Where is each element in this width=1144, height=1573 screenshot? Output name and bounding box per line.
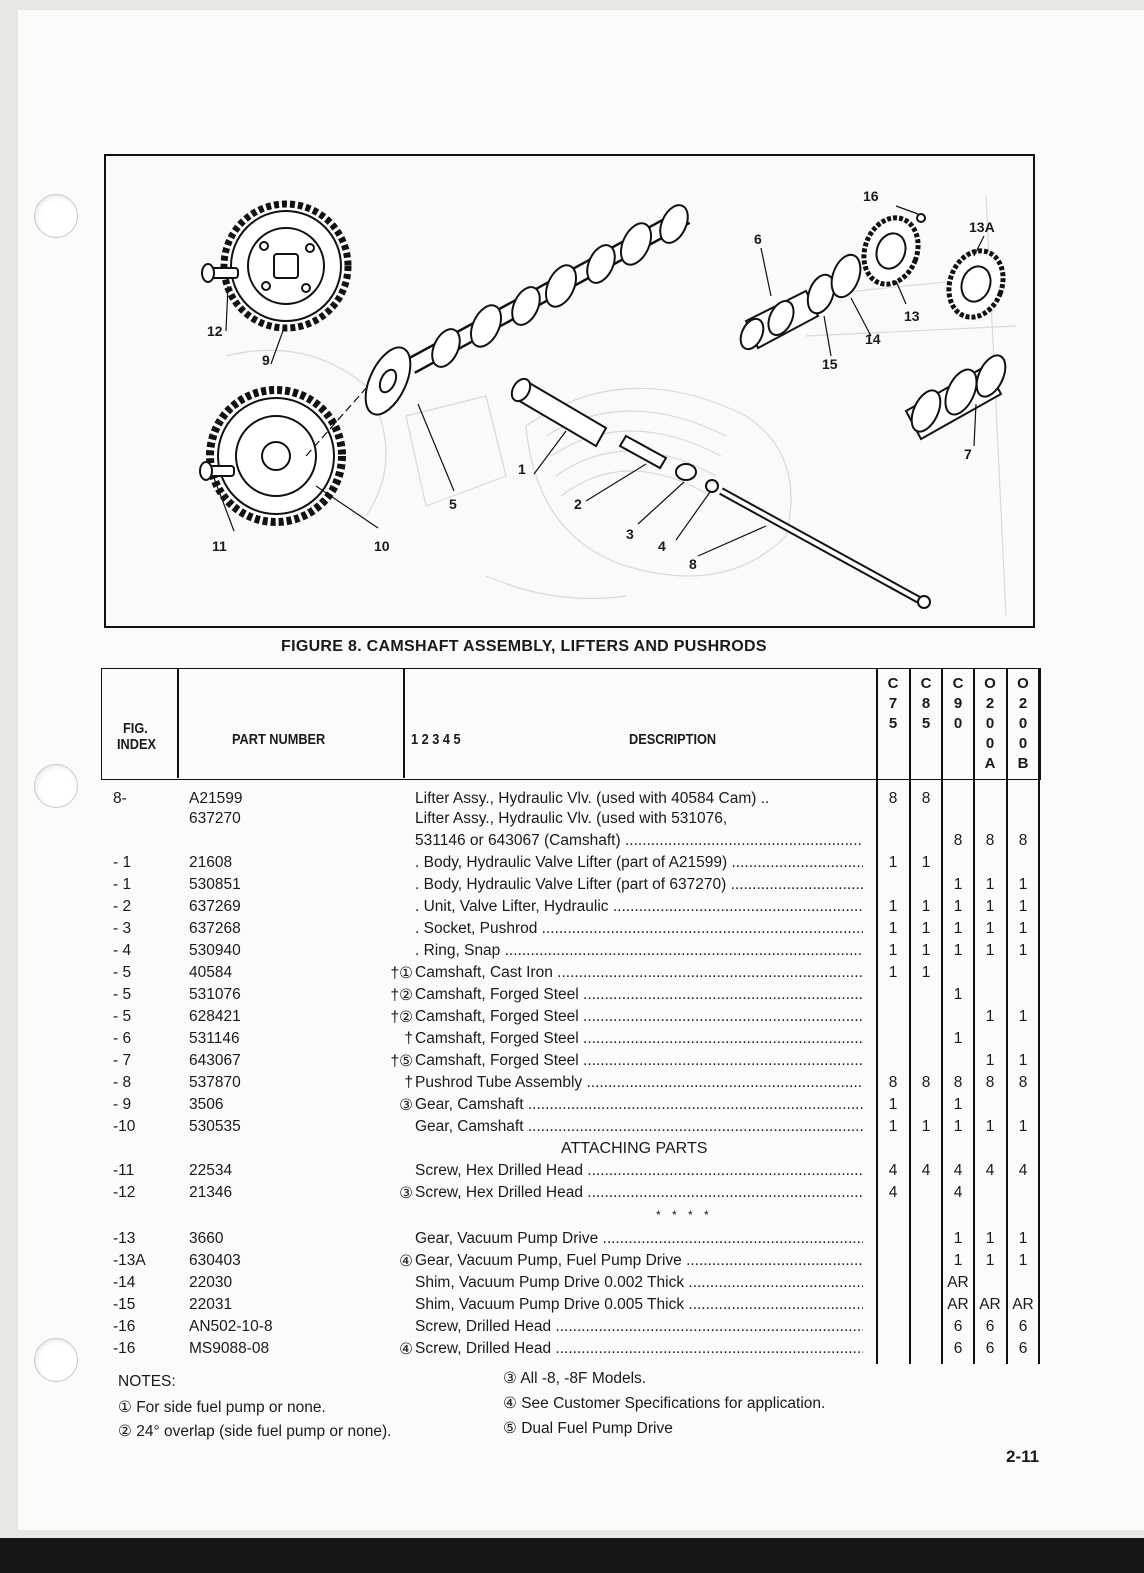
quantity-cell: 4 — [953, 1162, 963, 1179]
note-symbol-cell: † — [404, 1030, 413, 1047]
description-cell: Screw, Drilled Head ..... — [415, 1340, 863, 1358]
header-description: DESCRIPTION — [629, 731, 717, 748]
quantity-cell: 1 — [953, 1096, 963, 1113]
callout-13: 13 — [904, 308, 920, 324]
note-symbol-cell: ③ — [399, 1185, 413, 1202]
part-number-cell: 628421 — [189, 1008, 241, 1025]
table-row — [101, 1074, 1039, 1096]
part-number-cell: 531146 — [189, 1030, 240, 1047]
scanner-edge — [0, 1538, 1144, 1573]
table-row — [101, 1296, 1039, 1318]
table-row — [101, 1252, 1039, 1274]
fig-index-cell: - 5 — [113, 964, 132, 981]
quantity-cell: 1 — [1018, 1252, 1028, 1269]
figure-caption: FIGURE 8. CAMSHAFT ASSEMBLY, LIFTERS AND PUSHRODS — [281, 638, 767, 655]
part-number-cell: 22534 — [189, 1162, 233, 1179]
fig-index-cell: -16 — [113, 1340, 136, 1357]
table-row — [101, 964, 1039, 986]
quantity-cell: 1 — [953, 920, 963, 937]
table-row — [101, 1118, 1039, 1140]
note-symbol-cell: †② — [390, 1009, 413, 1026]
description-cell: Screw, Hex Drilled Head ..... — [415, 1162, 863, 1180]
table-row — [101, 876, 1039, 898]
description-cell: Gear, Vacuum Pump, Fuel Pump Drive ..... — [415, 1252, 863, 1270]
part-number-cell: 630403 — [189, 1252, 241, 1269]
quantity-cell: 1 — [921, 964, 931, 981]
quantity-cell: 1 — [953, 1030, 963, 1047]
quantity-cell: 1 — [1018, 876, 1028, 893]
fig-index-cell: - 6 — [113, 1030, 132, 1047]
note-3: ③ All -8, -8F Models. — [503, 1370, 647, 1387]
quantity-cell: 1 — [953, 898, 963, 915]
quantity-cell: 1 — [1018, 898, 1028, 915]
quantity-cell: 1 — [888, 1118, 898, 1135]
description-cell: . Unit, Valve Lifter, Hydraulic ..... — [415, 898, 863, 916]
quantity-cell: 1 — [1018, 942, 1028, 959]
notes-title: NOTES: — [118, 1373, 176, 1390]
quantity-cell: 8 — [985, 1074, 995, 1091]
description-cell: Lifter Assy., Hydraulic Vlv. (used with 40584 Cam) .. — [415, 790, 770, 807]
fig-index-cell: - 4 — [113, 942, 132, 959]
note-symbol-cell: ④ — [399, 1341, 413, 1358]
table-row — [101, 1008, 1039, 1030]
quantity-cell: 1 — [921, 1118, 931, 1135]
quantity-cell: 4 — [1018, 1162, 1028, 1179]
quantity-cell: 8 — [1018, 832, 1028, 849]
part-number-cell: 530535 — [189, 1118, 241, 1135]
part-number-cell: 3506 — [189, 1096, 224, 1113]
fig-index-cell: -12 — [113, 1184, 136, 1201]
callout-1: 1 — [518, 461, 526, 477]
table-row — [101, 790, 1039, 812]
table-row — [101, 1340, 1039, 1362]
quantity-cell: 4 — [953, 1184, 963, 1201]
header-model-c85: C 8 5 — [920, 675, 932, 732]
quantity-cell: AR — [979, 1296, 1001, 1313]
part-number-cell: 21346 — [189, 1184, 233, 1201]
callout-13a: 13A — [969, 219, 995, 235]
description-cell: Camshaft, Cast Iron ..... — [415, 964, 863, 982]
description-cell: . Socket, Pushrod ..... — [415, 920, 863, 938]
quantity-cell: 4 — [921, 1162, 931, 1179]
header-part-number: PART NUMBER — [232, 731, 326, 748]
part-number-cell: 637268 — [189, 920, 241, 937]
quantity-cell: 1 — [1018, 1052, 1028, 1069]
quantity-cell: AR — [947, 1274, 969, 1291]
table-row — [101, 1052, 1039, 1074]
quantity-cell: 1 — [985, 1230, 995, 1247]
quantity-cell: 1 — [985, 1118, 995, 1135]
callout-2: 2 — [574, 496, 582, 512]
table-row — [101, 942, 1039, 964]
description-cell: Camshaft, Forged Steel ..... — [415, 1052, 863, 1070]
quantity-cell: 4 — [888, 1162, 898, 1179]
callout-14: 14 — [865, 331, 881, 347]
quantity-cell: 1 — [1018, 1118, 1028, 1135]
callout-8: 8 — [689, 556, 697, 572]
fig-index-cell: - 5 — [113, 1008, 132, 1025]
part-number-cell: MS9088-08 — [189, 1340, 270, 1357]
header-model-o200a: O 2 0 0 A — [984, 675, 996, 772]
callout-3: 3 — [626, 526, 634, 542]
quantity-cell: 8 — [1018, 1074, 1028, 1091]
note-symbol-cell: ③ — [399, 1097, 413, 1114]
fig-index-cell: - 1 — [113, 854, 132, 871]
part-number-cell: 40584 — [189, 964, 233, 981]
description-cell: Gear, Camshaft ..... — [415, 1118, 863, 1136]
note-4: ④ See Customer Specifications for application. — [503, 1395, 826, 1412]
description-cell: Camshaft, Forged Steel ..... — [415, 1030, 863, 1048]
quantity-cell: 6 — [1018, 1340, 1028, 1357]
page-number: 2-11 — [1006, 1447, 1040, 1466]
table-row — [101, 1030, 1039, 1052]
part-number-cell: 637270 — [189, 810, 241, 827]
table-row — [101, 1162, 1039, 1184]
quantity-cell: 6 — [985, 1318, 995, 1335]
callout-10: 10 — [374, 538, 390, 554]
quantity-cell: 4 — [888, 1184, 898, 1201]
fig-index-cell: -11 — [113, 1162, 135, 1179]
quantity-cell: 1 — [888, 920, 898, 937]
fig-index-cell: -14 — [113, 1274, 136, 1291]
quantity-cell: 8 — [888, 790, 898, 807]
table-row — [101, 810, 1039, 832]
part-number-cell: 22030 — [189, 1274, 233, 1291]
quantity-cell: 8 — [921, 1074, 931, 1091]
binder-hole-top — [34, 194, 78, 238]
description-cell: . Body, Hydraulic Valve Lifter (part of 637270) ..... — [415, 876, 863, 894]
fig-index-cell: -13 — [113, 1230, 136, 1247]
quantity-cell: 1 — [985, 942, 995, 959]
table-row — [101, 1318, 1039, 1340]
fig-index-cell: -15 — [113, 1296, 136, 1313]
note-symbol-cell: ④ — [399, 1253, 413, 1270]
table-row — [101, 920, 1039, 942]
quantity-cell: 1 — [888, 898, 898, 915]
callout-5: 5 — [449, 496, 457, 512]
part-number-cell: 643067 — [189, 1052, 241, 1069]
description-cell: Camshaft, Forged Steel ..... — [415, 1008, 863, 1026]
binder-hole-middle — [34, 764, 78, 808]
quantity-cell: 6 — [985, 1340, 995, 1357]
quantity-cell: 1 — [953, 942, 963, 959]
callout-15: 15 — [822, 356, 838, 372]
fig-index-cell: -10 — [113, 1118, 136, 1135]
part-number-cell: 530851 — [189, 876, 241, 893]
quantity-cell: 8 — [888, 1074, 898, 1091]
part-number-cell: 531076 — [189, 986, 241, 1003]
quantity-cell: 1 — [953, 1118, 963, 1135]
quantity-cell: 1 — [985, 920, 995, 937]
table-row — [101, 898, 1039, 920]
exploded-view-figure — [104, 154, 1035, 628]
part-number-cell: 3660 — [189, 1230, 224, 1247]
quantity-cell: 1 — [888, 942, 898, 959]
header-model-c75: C 7 5 — [887, 675, 899, 732]
note-symbol-cell: † — [404, 1074, 413, 1091]
fig-index-cell: - 2 — [113, 898, 132, 915]
fig-index-cell: -13A — [113, 1252, 146, 1269]
note-symbol-cell: †① — [390, 965, 413, 982]
quantity-cell: 1 — [985, 876, 995, 893]
part-number-cell: 21608 — [189, 854, 233, 871]
quantity-cell: 1 — [921, 942, 931, 959]
fig-index-cell: - 7 — [113, 1052, 132, 1069]
description-cell: Pushrod Tube Assembly ..... — [415, 1074, 863, 1092]
quantity-cell: 8 — [921, 790, 931, 807]
quantity-cell: 1 — [888, 964, 898, 981]
header-model-o200b: O 2 0 0 B — [1017, 675, 1029, 772]
fig-index-cell: - 1 — [113, 876, 132, 893]
binder-hole-bottom — [34, 1338, 78, 1382]
attaching-parts-label: ATTACHING PARTS — [561, 1140, 708, 1157]
fig-index-cell: - 9 — [113, 1096, 132, 1113]
note-symbol-cell: †② — [390, 987, 413, 1004]
callout-11: 11 — [212, 538, 227, 554]
fig-index-cell: - 8 — [113, 1074, 132, 1091]
description-cell: . Body, Hydraulic Valve Lifter (part of A21599) ..... — [415, 854, 863, 872]
part-number-cell: 22031 — [189, 1296, 233, 1313]
table-row — [101, 1184, 1039, 1206]
fig-index-cell: - 5 — [113, 986, 132, 1003]
fig-index-cell: - 3 — [113, 920, 132, 937]
quantity-cell: 1 — [985, 898, 995, 915]
table-row — [101, 854, 1039, 876]
quantity-cell: 8 — [953, 832, 963, 849]
quantity-cell: 6 — [953, 1340, 963, 1357]
quantity-cell: 6 — [953, 1318, 963, 1335]
table-row — [101, 1274, 1039, 1296]
quantity-cell: AR — [1012, 1296, 1034, 1313]
header-indent: 1 2 3 4 5 — [411, 731, 461, 748]
description-cell: . Ring, Snap ..... — [415, 942, 863, 960]
description-cell: Camshaft, Forged Steel ..... — [415, 986, 863, 1004]
camshaft-illustration — [106, 156, 1033, 626]
quantity-cell: 1 — [953, 876, 963, 893]
note-symbol-cell: †⑤ — [390, 1053, 413, 1070]
table-row — [101, 1230, 1039, 1252]
fig-index-cell: -16 — [113, 1318, 136, 1335]
quantity-cell: 1 — [953, 1230, 963, 1247]
table-row — [101, 832, 1039, 854]
header-model-c90: C 9 0 — [952, 675, 964, 732]
header-fig: FIG. — [123, 720, 148, 737]
description-cell: Shim, Vacuum Pump Drive 0.002 Thick ..... — [415, 1274, 863, 1292]
note-2: ② 24° overlap (side fuel pump or none). — [118, 1423, 392, 1440]
quantity-cell: 1 — [953, 986, 963, 1003]
quantity-cell: 8 — [985, 832, 995, 849]
quantity-cell: 1 — [953, 1252, 963, 1269]
quantity-cell: 8 — [953, 1074, 963, 1091]
parts-table — [101, 668, 1041, 1364]
callout-9: 9 — [262, 352, 270, 368]
quantity-cell: 1 — [921, 920, 931, 937]
quantity-cell: 1 — [921, 854, 931, 871]
description-cell: Lifter Assy., Hydraulic Vlv. (used with 531076, — [415, 810, 728, 827]
quantity-cell: 1 — [888, 854, 898, 871]
quantity-cell: 1 — [1018, 1230, 1028, 1247]
callout-12: 12 — [207, 323, 223, 339]
quantity-cell: 1 — [985, 1052, 995, 1069]
table-row — [101, 986, 1039, 1008]
part-number-cell: 637269 — [189, 898, 241, 915]
part-number-cell: A21599 — [189, 790, 243, 807]
table-row — [101, 1096, 1039, 1118]
section-stars: * * * * — [656, 1208, 713, 1222]
quantity-cell: AR — [947, 1296, 969, 1313]
description-cell: Screw, Hex Drilled Head ..... — [415, 1184, 863, 1202]
quantity-cell: 4 — [985, 1162, 995, 1179]
callout-7: 7 — [964, 446, 972, 462]
note-5: ⑤ Dual Fuel Pump Drive — [503, 1420, 673, 1437]
description-cell: 531146 or 643067 (Camshaft) ..... — [415, 832, 863, 850]
part-number-cell: AN502-10-8 — [189, 1318, 273, 1335]
description-cell: Shim, Vacuum Pump Drive 0.005 Thick ..... — [415, 1296, 863, 1314]
header-index: INDEX — [117, 736, 156, 753]
callout-16: 16 — [863, 188, 879, 204]
quantity-cell: 1 — [985, 1252, 995, 1269]
description-cell: Gear, Vacuum Pump Drive ..... — [415, 1230, 863, 1248]
quantity-cell: 6 — [1018, 1318, 1028, 1335]
part-number-cell: 530940 — [189, 942, 241, 959]
fig-index-cell: 8- — [113, 790, 127, 807]
description-cell: Screw, Drilled Head ..... — [415, 1318, 863, 1336]
quantity-cell: 1 — [985, 1008, 995, 1025]
quantity-cell: 1 — [921, 898, 931, 915]
part-number-cell: 537870 — [189, 1074, 241, 1091]
callout-4: 4 — [658, 538, 666, 554]
description-cell: Gear, Camshaft ..... — [415, 1096, 863, 1114]
quantity-cell: 1 — [1018, 1008, 1028, 1025]
note-1: ① For side fuel pump or none. — [118, 1399, 326, 1416]
callout-6: 6 — [754, 231, 762, 247]
quantity-cell: 1 — [888, 1096, 898, 1113]
quantity-cell: 1 — [1018, 920, 1028, 937]
